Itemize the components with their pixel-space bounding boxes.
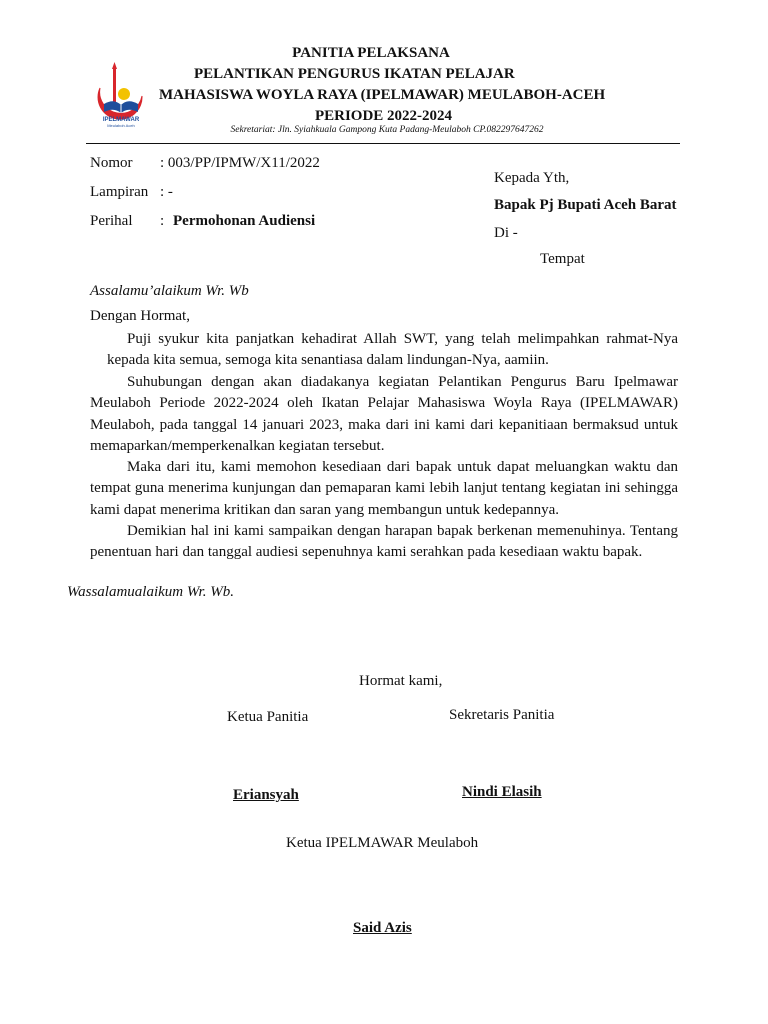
paragraph-2-text: Suhubungan dengan akan diadakanya kegiatan Pelantikan Pengurus Baru Ipelmawar Meulaboh Periode 2022-2024 oleh Ikatan Pelajar Mahasiswa Woyla Raya (IPELMAWAR) Meulaboh, pada tanggal 14 januari 2023, maka dari ini kami dari kepanitiaan bermaksud untuk memaparkan/memperkenalkan kegiatan tersebut. [90,374,678,455]
logo-subtext: Meulaboh Aceh [107,123,135,128]
letterhead-line-4: PERIODE 2022-2024 [314,108,453,124]
nomor-label: Nomor [90,155,133,171]
lampiran-label: Lampiran [90,184,149,200]
letterhead-divider [86,143,680,144]
paragraph-4 [90,521,678,564]
secretariat-address: Sekretariat: Jln. Syiahkuala Gampong Kuta Padang-Meulaboh CP.082297647262 [230,125,544,135]
perihal-colon: : [160,213,165,229]
letterhead-line-1: PANITIA PELAKSANA [292,45,450,61]
recipient-name: Bapak Pj Bupati Aceh Barat [494,197,677,213]
ketua-ipelmawar-title: Ketua IPELMAWAR Meulaboh [286,835,479,851]
recipient-di: Di - [494,225,518,241]
ketua-panitia-title: Ketua Panitia [227,709,309,725]
perihal-value: Permohonan Audiensi [173,213,316,229]
ketua-panitia-name: Eriansyah [233,787,299,803]
recipient-kepada: Kepada Yth, [494,170,570,186]
hormat-kami: Hormat kami, [359,673,443,689]
closing-salam: Wassalamualaikum Wr. Wb. [67,584,234,600]
letterhead-line-2: PELANTIKAN PENGURUS IKATAN PELAJAR [194,66,515,82]
nomor-value: : 003/PP/IPMW/X11/2022 [160,155,320,171]
logo-text: IPELMAWAR [102,117,140,123]
sekretaris-panitia-title: Sekretaris Panitia [449,707,555,723]
ketua-ipelmawar-name: Said Azis [353,920,412,936]
paragraph-1-line-1: Puji syukur kita panjatkan kehadirat Allah SWT, yang telah melimpahkan rahmat-Nya [127,331,678,347]
sekretaris-panitia-name: Nindi Elasih [462,784,542,800]
opening-salam: Assalamu’alaikum Wr. Wb [90,283,249,299]
perihal-label: Perihal [90,213,133,229]
lampiran-value: : - [160,184,173,200]
paragraph-1 [90,329,678,372]
paragraph-3-text: Maka dari itu, kami memohon kesediaan dari bapak untuk dapat meluangkan waktu dan tempat guna menerima kunjungan dan pemaparan kami lebih lanjut tentang kegiatan ini sehingga kami dapat menerima kritikan dan saran yang membangun untuk kedepannya. [90,459,678,518]
recipient-tempat: Tempat [540,251,585,267]
letterhead-line-3: MAHASISWA WOYLA RAYA (IPELMAWAR) MEULABOH-ACEH [159,87,606,103]
paragraph-3 [90,457,678,521]
paragraph-2 [90,372,678,458]
paragraph-1-line-2: kepada kita semua, semoga kita senantiasa dalam lindungan-Nya, aamiin. [107,352,549,369]
greeting: Dengan Hormat, [90,308,190,324]
paragraph-4-text: Demikian hal ini kami sampaikan dengan harapan bapak berkenan memenuhinya. Tentang penentuan hari dan tanggal audiesi sepenuhnya kami serahkan pada kesediaan waktu bapak. [90,523,678,561]
